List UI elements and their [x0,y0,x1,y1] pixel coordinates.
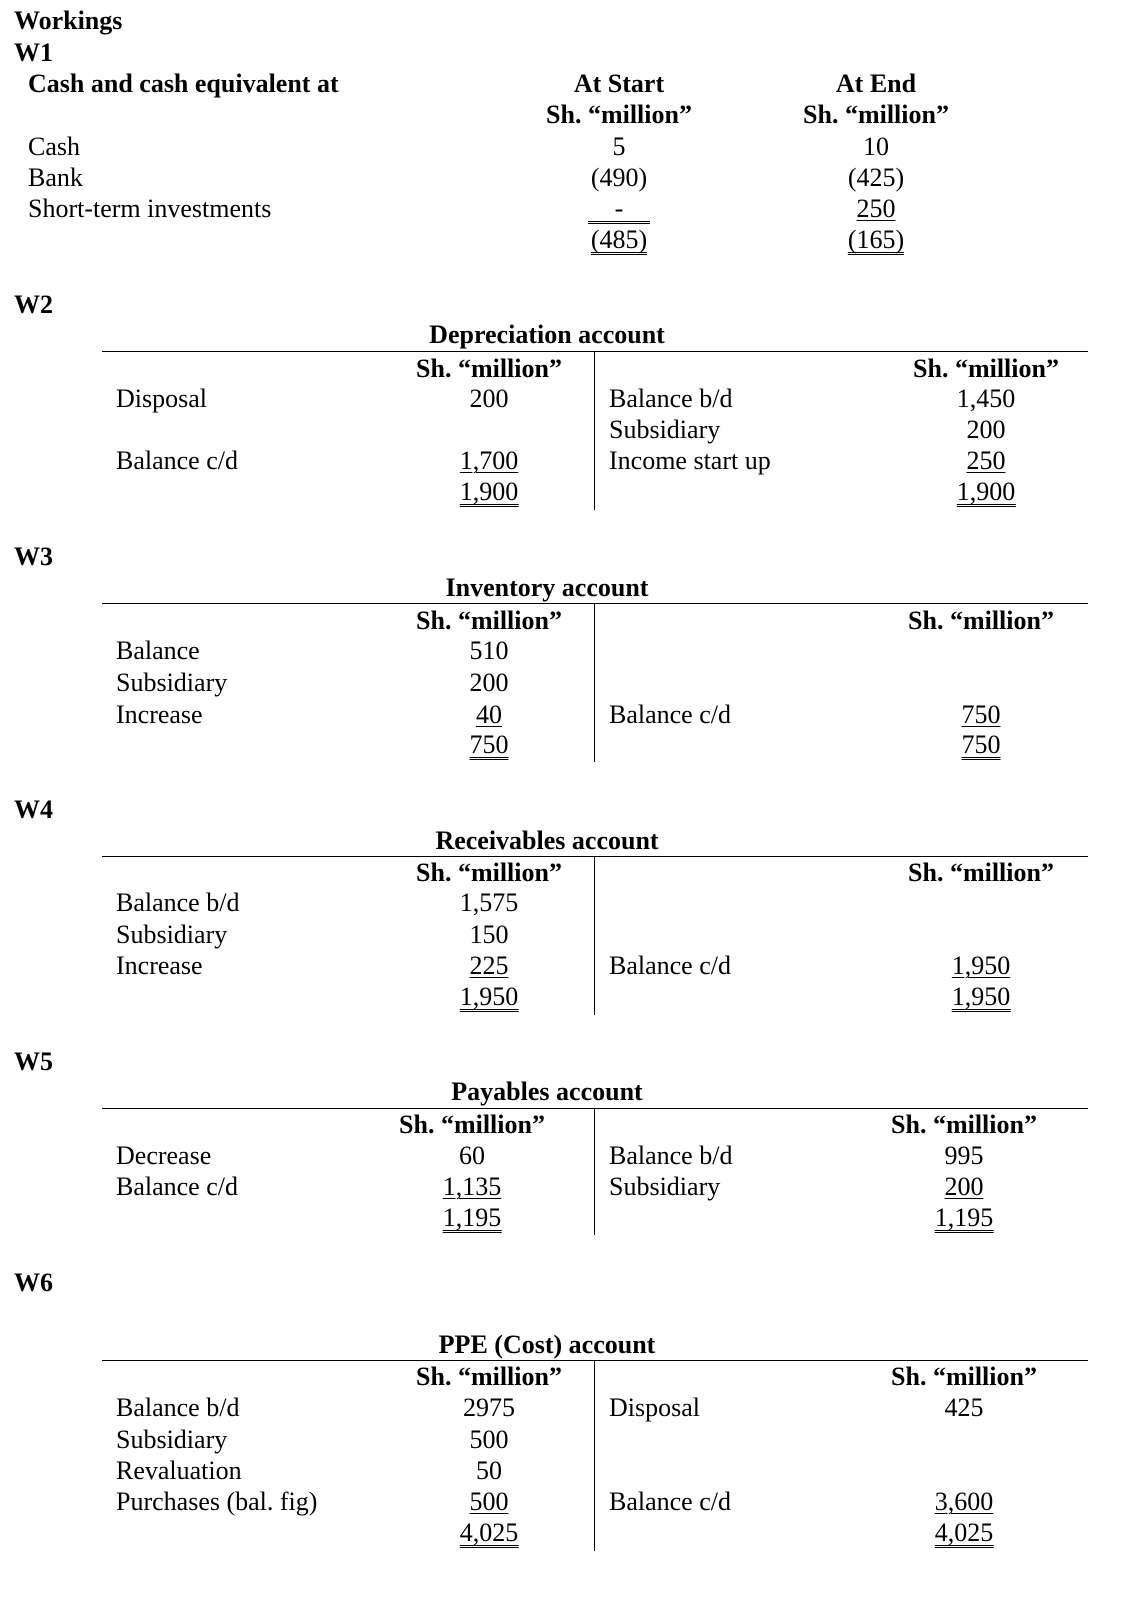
w5-right-total [935,1203,994,1233]
w1-row-sti-start-value: - [588,196,650,224]
w5-right-value-1: 995 [944,1141,984,1170]
w3-dr-head: Sh. “million” [416,606,562,635]
w2-right-total [957,477,1016,507]
w1-row-bank-end: (425) [847,163,905,192]
w2-dr-head: Sh. “million” [416,354,562,383]
w6-cr-head: Sh. “million” [891,1362,1037,1391]
w6-left-label-4: Purchases (bal. fig) [116,1487,318,1516]
w1-row-sti-start [588,194,650,224]
w3-title: Inventory account [445,573,649,602]
w2-left-value-1: 200 [469,384,509,413]
w1-row-sti-end: 250 [856,194,896,223]
w1-total-end-value: (165) [847,225,905,254]
w5-cr-head: Sh. “million” [891,1110,1037,1139]
w5-right-label-2: Subsidiary [609,1172,721,1201]
w6-label: W6 [14,1268,53,1297]
w5-right-total-value: 1,195 [934,1203,994,1232]
w4-cr-head: Sh. “million” [908,858,1054,887]
w4-left-total [460,982,519,1012]
w5-right-label-1: Balance b/d [609,1141,733,1170]
w3-right-label-3: Balance c/d [609,700,731,729]
w1-col-end-unit: Sh. “million” [803,100,949,129]
w6-dr-head: Sh. “million” [416,1362,562,1391]
w2-left-value-3: 1,700 [459,446,519,475]
w4-right-label-3: Balance c/d [609,951,731,980]
w1-title: Cash and cash equivalent at [28,69,339,98]
w1-col-start-unit: Sh. “million” [546,100,692,129]
w6-left-label-2: Subsidiary [116,1425,228,1454]
w4-left-label-1: Balance b/d [116,888,240,917]
w5-left-label-2: Balance c/d [116,1172,238,1201]
w5-label: W5 [14,1047,53,1076]
w4-left-total-value: 1,950 [459,982,519,1011]
w2-left-label-1: Disposal [116,384,207,413]
w4-title: Receivables account [435,826,659,855]
w6-right-value-4: 3,600 [934,1487,994,1516]
w2-right-label-1: Balance b/d [609,384,733,413]
w3-left-value-1: 510 [469,636,509,665]
w2-right-value-1: 1,450 [956,384,1016,413]
w6-right-total [935,1518,994,1548]
w2-top-rule [102,351,1088,352]
w6-left-label-3: Revaluation [116,1456,242,1485]
w1-total-start [591,225,647,255]
w4-left-value-2: 150 [469,920,509,949]
w5-left-value-1: 60 [459,1141,485,1170]
w6-left-total [460,1518,519,1548]
w5-left-value-2: 1,135 [442,1172,502,1201]
w4-top-rule [102,856,1088,857]
w1-row-bank-label: Bank [28,163,83,192]
w6-left-total-value: 4,025 [459,1518,519,1547]
w5-title: Payables account [451,1077,643,1106]
w6-right-value-1: 425 [944,1393,984,1422]
w6-right-label-4: Balance c/d [609,1487,731,1516]
w2-left-label-3: Balance c/d [116,446,238,475]
w1-col-end-title: At End [835,69,917,98]
w5-left-total [443,1203,502,1233]
w1-row-bank-start: (490) [590,163,648,192]
w6-right-label-1: Disposal [609,1393,700,1422]
w4-left-label-3: Increase [116,951,203,980]
w2-right-total-value: 1,900 [956,477,1016,506]
w2-left-total [460,477,519,507]
w1-row-cash-label: Cash [28,132,80,161]
w1-label: W1 [14,38,53,67]
w1-row-sti-label: Short-term investments [28,194,272,223]
w4-right-value-3: 1,950 [951,951,1011,980]
w2-right-value-3: 250 [966,446,1006,475]
w4-dr-head: Sh. “million” [416,858,562,887]
w6-left-value-3: 50 [476,1456,502,1485]
workings-heading: Workings [14,6,123,35]
w3-left-value-2: 200 [469,668,509,697]
w3-right-value-3: 750 [961,700,1001,729]
w6-right-total-value: 4,025 [934,1518,994,1547]
w3-right-total [962,730,1001,760]
w5-divider [594,1109,595,1235]
w2-title: Depreciation account [429,320,665,349]
w2-label: W2 [14,290,53,319]
w4-left-value-1: 1,575 [459,888,519,917]
w1-row-cash-start: 5 [612,132,626,161]
w5-dr-head: Sh. “million” [399,1110,545,1139]
w5-top-rule [102,1108,1088,1109]
w3-left-label-3: Increase [116,700,203,729]
w4-label: W4 [14,795,53,824]
w4-divider [594,857,595,1015]
w3-left-total [470,730,509,760]
w4-right-total [952,982,1011,1012]
w6-top-rule [102,1360,1088,1361]
w6-divider [594,1361,595,1551]
w3-top-rule [102,603,1088,604]
w1-col-start-title: At Start [573,69,665,98]
w3-right-total-value: 750 [961,730,1001,759]
w3-cr-head: Sh. “million” [908,606,1054,635]
w6-left-label-1: Balance b/d [116,1393,240,1422]
w4-left-label-2: Subsidiary [116,920,228,949]
w2-cr-head: Sh. “million” [913,354,1059,383]
w1-total-end [848,225,904,255]
w3-left-total-value: 750 [469,730,509,759]
w1-row-cash-end: 10 [863,132,889,161]
w6-left-value-2: 500 [469,1425,509,1454]
w1-total-start-value: (485) [590,225,648,254]
w2-right-label-2: Subsidiary [609,415,721,444]
w3-left-label-2: Subsidiary [116,668,228,697]
w5-right-value-2: 200 [944,1172,984,1201]
w6-left-value-4: 500 [469,1487,509,1516]
w2-divider [594,352,595,510]
w6-title: PPE (Cost) account [438,1330,656,1359]
w4-left-value-3: 225 [469,951,509,980]
w3-label: W3 [14,542,53,571]
w2-right-value-2: 200 [966,415,1006,444]
w2-right-label-3: Income start up [609,446,771,475]
w5-left-total-value: 1,195 [442,1203,502,1232]
w3-left-label-1: Balance [116,636,200,665]
w4-right-total-value: 1,950 [951,982,1011,1011]
w2-left-total-value: 1,900 [459,477,519,506]
w3-left-value-3: 40 [476,700,502,729]
w5-left-label-1: Decrease [116,1141,212,1170]
w3-divider [594,604,595,762]
w6-left-value-1: 2975 [463,1393,515,1422]
